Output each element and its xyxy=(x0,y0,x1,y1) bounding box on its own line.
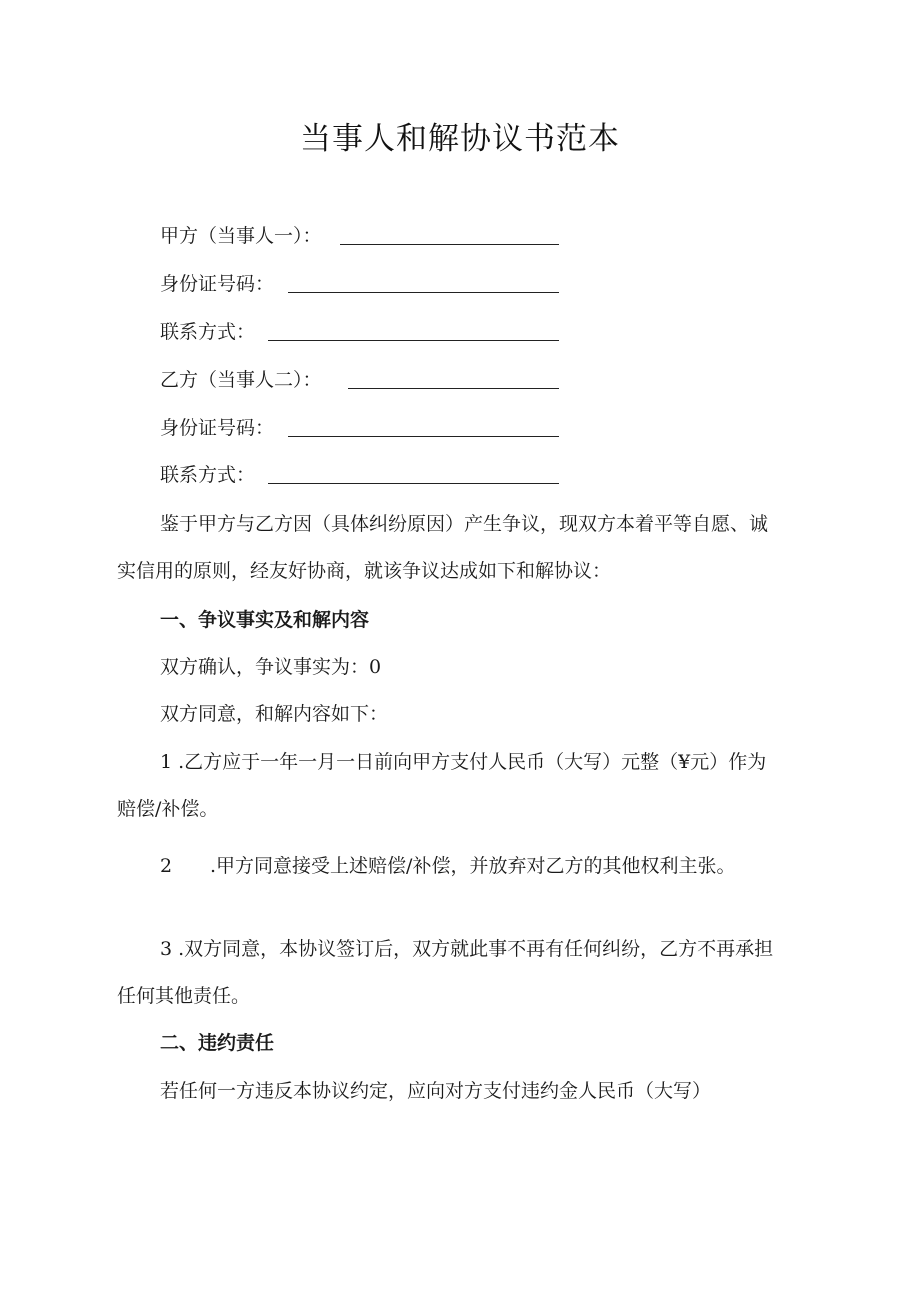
item2-number: 2 xyxy=(160,855,173,877)
party-a-field xyxy=(160,220,322,248)
party-b-id-label: 身份证号码： xyxy=(160,417,275,439)
document-title: 当事人和解协议书范本 xyxy=(300,121,620,157)
party-a-id-label: 身份证号码： xyxy=(160,273,275,295)
intro-paragraph-line2: 实信用的原则，经友好协商，就该争议达成如下和解协议： xyxy=(117,560,612,582)
breach-line: 若任何一方违反本协议约定，应向对方支付违约金人民币（大写） xyxy=(160,1080,712,1102)
item1-line1: 1 .乙方应于一年一月一日前向甲方支付人民币（大写）元整（¥元）作为 xyxy=(160,751,767,773)
party-b-contact-label: 联系方式： xyxy=(160,464,256,486)
party-a-contact-blank[interactable] xyxy=(268,318,559,341)
party-b-field xyxy=(160,364,322,392)
party-b-label: 乙方（当事人二）： xyxy=(160,369,322,391)
party-b-id-blank[interactable] xyxy=(288,414,559,437)
party-b-contact-field xyxy=(160,459,255,487)
party-b-blank[interactable] xyxy=(348,366,559,389)
agree-line: 双方同意，和解内容如下： xyxy=(160,703,389,725)
party-a-contact-label: 联系方式： xyxy=(160,321,256,343)
facts-line: 双方确认，争议事实为：0 xyxy=(160,656,382,678)
party-b-contact-blank[interactable] xyxy=(268,461,559,484)
section1-heading: 一、争议事实及和解内容 xyxy=(160,609,370,631)
intro-paragraph-line1: 鉴于甲方与乙方因（具体纠纷原因）产生争议，现双方本着平等自愿、诚 xyxy=(160,513,769,535)
party-a-blank[interactable] xyxy=(340,222,559,245)
item1-line2: 赔偿/补偿。 xyxy=(117,798,219,820)
item2-text: .甲方同意接受上述赔偿/补偿，并放弃对乙方的其他权利主张。 xyxy=(210,855,736,877)
party-a-id-blank[interactable] xyxy=(288,270,559,293)
item3-line2: 任何其他责任。 xyxy=(117,985,251,1007)
section2-heading: 二、违约责任 xyxy=(160,1032,275,1054)
party-a-id-field xyxy=(160,268,274,296)
party-b-id-field xyxy=(160,412,274,440)
party-a-label: 甲方（当事人一）： xyxy=(160,225,322,247)
item3-line1: 3 .双方同意，本协议签订后，双方就此事不再有任何纠纷，乙方不再承担 xyxy=(160,938,774,960)
party-a-contact-field xyxy=(160,316,255,344)
